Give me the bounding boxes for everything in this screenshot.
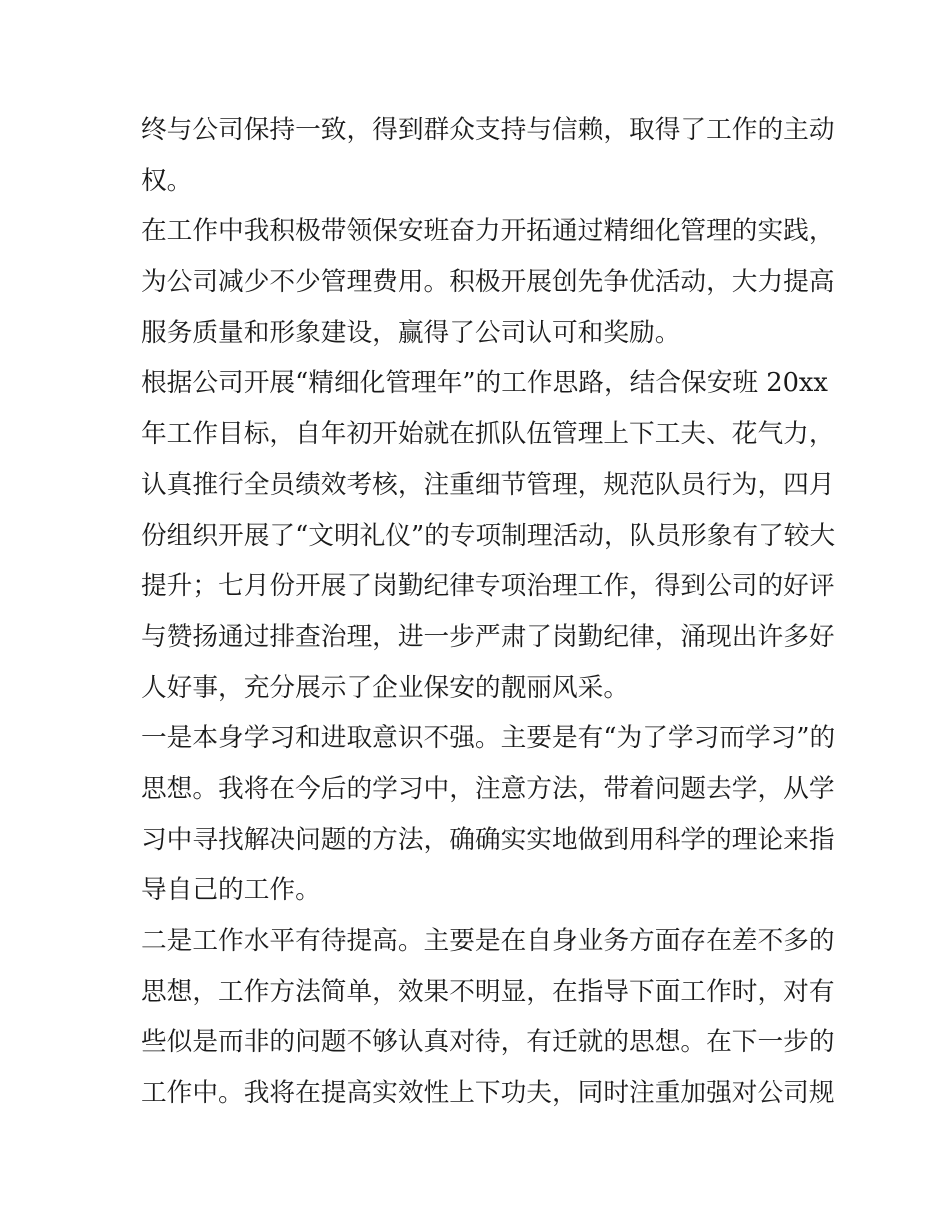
text-line: 与赞扬通过排查治理，进一步严肃了岗勤纪律，涌现出许多好: [141, 621, 835, 652]
text-line: 些似是而非的问题不够认真对待，有迁就的思想。在下一步的: [141, 1027, 835, 1058]
text-line: 导自己的工作。: [141, 875, 321, 906]
text-line: 思想。我将在今后的学习中，注意方法，带着问题去学，从学: [141, 773, 835, 804]
paragraph-2: [141, 206, 835, 358]
paragraph-4: [141, 713, 836, 916]
text-line: 提升；七月份开展了岗勤纪律专项治理工作，得到公司的好评: [141, 571, 835, 602]
paragraph-1: [141, 105, 835, 206]
text-line: 为公司减少不少管理费用。积极开展创先争优活动，大力提高: [141, 267, 835, 298]
text-line: 根据公司开展“精细化管理年”的工作思路，结合保安班 20xx: [141, 368, 828, 399]
text-line: 权。: [141, 165, 193, 196]
document-page: [141, 105, 836, 1119]
text-line: 工作中。我将在提高实效性上下功夫，同时注重加强对公司规: [141, 1078, 835, 1109]
text-line: 服务质量和形象建设，赢得了公司认可和奖励。: [141, 317, 681, 348]
text-line: 终与公司保持一致，得到群众支持与信赖，取得了工作的主动: [141, 115, 835, 145]
text-line: 在工作中我积极带领保安班奋力开拓通过精细化管理的实践，: [141, 216, 835, 247]
text-line: 认真推行全员绩效考核，注重细节管理，规范队员行为，四月: [141, 469, 835, 500]
text-line: 份组织开展了“文明礼仪”的专项制理活动，队员形象有了较大: [141, 520, 836, 551]
text-line: 二是工作水平有待提高。主要是在自身业务方面存在差不多的: [141, 926, 835, 956]
text-line: 思想，工作方法简单，效果不明显，在指导下面工作时，对有: [141, 976, 835, 1007]
text-line: 一是本身学习和进取意识不强。主要是有“为了学习而学习”的: [141, 723, 836, 754]
paragraph-5: [141, 916, 835, 1119]
paragraph-3: [141, 358, 836, 713]
text-line: 人好事，充分展示了企业保安的靓丽风采。: [141, 672, 630, 703]
text-line: 习中寻找解决问题的方法，确确实实地做到用科学的理论来指: [141, 824, 835, 855]
text-line: 年工作目标，自年初开始就在抓队伍管理上下工夫、花气力，: [141, 419, 835, 450]
